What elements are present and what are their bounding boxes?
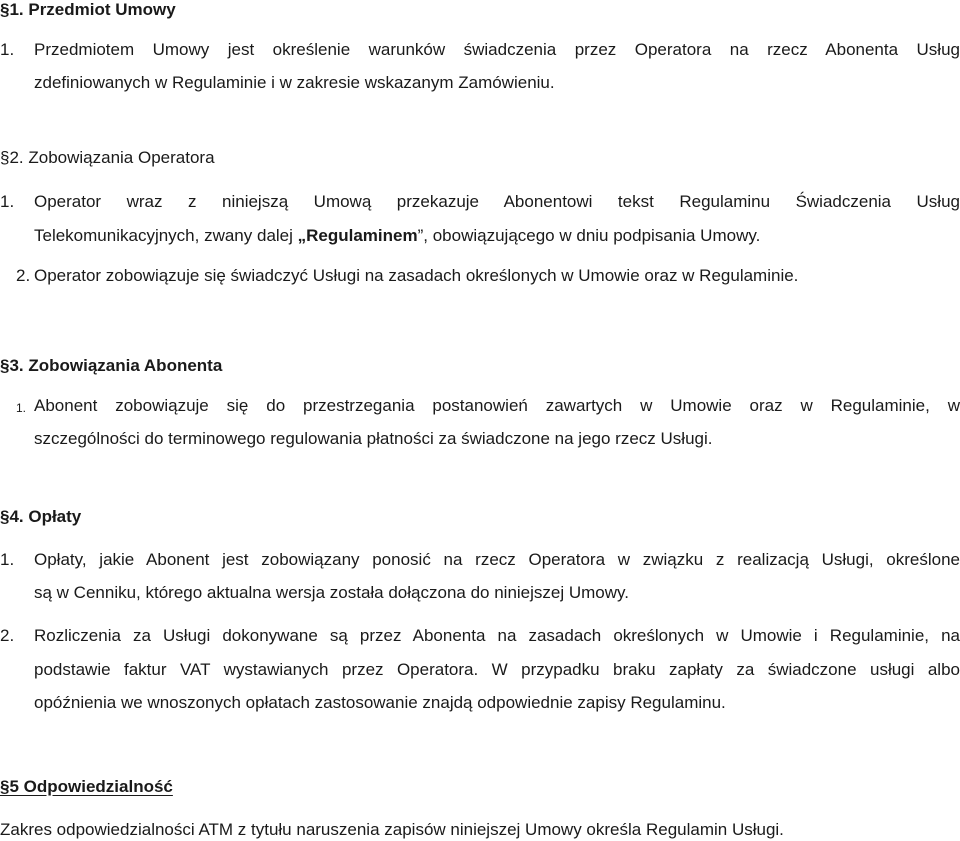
- section-4-item-2-line-3: opóźnienia we wnoszonych opłatach zastosowanie znajdą odpowiednie zapisy Regulaminu.: [34, 693, 726, 712]
- section-4-item-2-line-1: Rozliczenia za Usługi dokonywane są przez Abonenta na zasadach określonych w Umowie i Regulaminie, na: [34, 626, 960, 645]
- section-5-heading: §5 Odpowiedzialność: [0, 777, 173, 796]
- section-2-item-1-line-2-text-a: Telekomunikacyjnych, zwany dalej: [34, 226, 298, 245]
- section-1-item-1-line-2: zdefiniowanych w Regulaminie i w zakresie wskazanym Zamówieniu.: [34, 73, 555, 92]
- section-3-item-1-line-2: szczególności do terminowego regulowania płatności za świadczone na jego rzecz Usługi.: [34, 429, 713, 448]
- section-3-heading: §3. Zobowiązania Abonenta: [0, 356, 223, 375]
- section-1-heading: §1. Przedmiot Umowy: [0, 0, 176, 19]
- section-2-item-1-line-1: Operator wraz z niniejszą Umową przekazuje Abonentowi tekst Regulaminu Świadczenia Usług: [34, 192, 960, 211]
- section-2-item-1-line-2: [34, 226, 760, 246]
- section-4-item-1-line-2: są w Cenniku, którego aktualna wersja została dołączona do niniejszej Umowy.: [34, 583, 629, 602]
- section-3-item-1-line-1: Abonent zobowiązuje się do przestrzegania postanowień zawartych w Umowie oraz w Regulaminie, w: [34, 396, 960, 415]
- section-4-heading: §4. Opłaty: [0, 507, 82, 526]
- section-2-heading: §2. Zobowiązania Operatora: [0, 148, 215, 167]
- section-3-item-1-number: 1.: [16, 401, 27, 415]
- section-1-item-1-number: 1.: [0, 40, 15, 59]
- section-5-item-1-line-1: Zakres odpowiedzialności ATM z tytułu naruszenia zapisów niniejszej Umowy określa Regulamin Usługi.: [0, 820, 784, 839]
- section-2-item-1-number: 1.: [0, 192, 15, 211]
- section-2-item-1-line-2-text-c: ”, obowiązującego w dniu podpisania Umowy.: [417, 226, 761, 245]
- section-4-item-2-line-2: podstawie faktur VAT wystawianych przez Operatora. W przypadku braku zapłaty za świadczone usługi albo: [34, 660, 960, 679]
- section-4-item-2-number: 2.: [0, 626, 15, 645]
- section-1-item-1-line-1: Przedmiotem Umowy jest określenie warunków świadczenia przez Operatora na rzecz Abonenta Usług: [34, 40, 960, 59]
- section-4-item-1-number: 1.: [0, 550, 15, 569]
- regulamin-term: „Regulaminem: [297, 226, 418, 245]
- section-4-item-1-line-1: Opłaty, jakie Abonent jest zobowiązany ponosić na rzecz Operatora w związku z realizacją Usługi, określone: [34, 550, 960, 569]
- section-2-item-2-number: 2.: [16, 266, 31, 285]
- section-2-item-2-line-1: Operator zobowiązuje się świadczyć Usługi na zasadach określonych w Umowie oraz w Regulaminie.: [34, 266, 799, 285]
